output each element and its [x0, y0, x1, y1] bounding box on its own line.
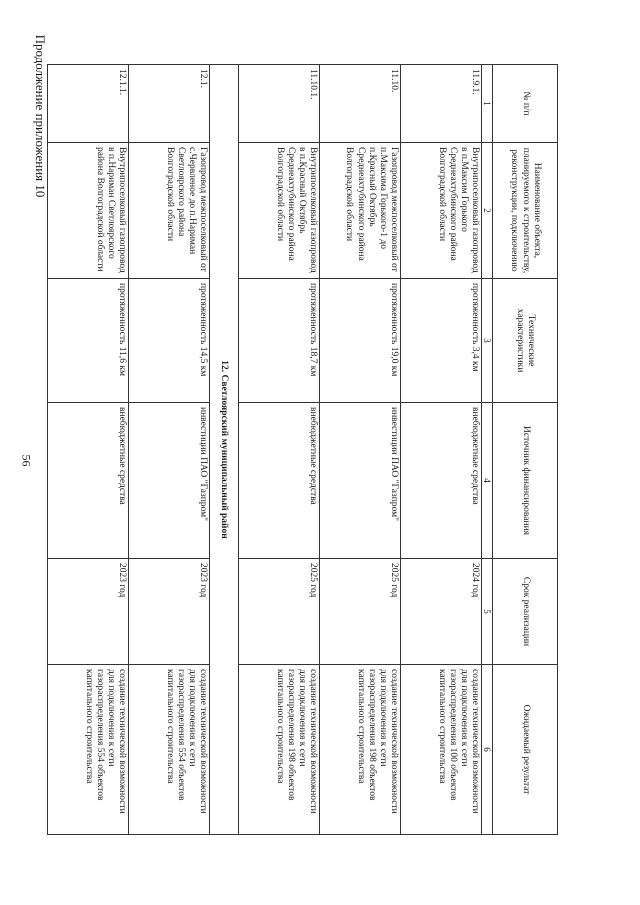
implementation-term: 2023 год: [128, 559, 209, 665]
implementation-term: 2024 год: [400, 559, 481, 665]
table-header-row: [493, 65, 558, 835]
row-number: 11.9.1.: [400, 65, 481, 143]
row-number: 11.10.: [319, 65, 400, 143]
column-header: Технические характеристики: [493, 279, 558, 403]
table-row: [319, 65, 400, 835]
column-number: 5: [481, 559, 492, 665]
rotated-table-area: [53, 64, 558, 834]
column-header: Срок реализации: [493, 559, 558, 665]
table-row: [238, 65, 319, 835]
funding-source: инвестиции ПАО "Газпром": [319, 403, 400, 559]
table-row: [400, 65, 481, 835]
expected-result: создание технической возможности для подключения к сети газораспределения 554 объектов капитального строительства: [128, 665, 209, 835]
column-number: 4: [481, 403, 492, 559]
funding-source: внебюджетные средства: [47, 403, 128, 559]
page-number: 56: [19, 454, 34, 467]
row-number: 11.10.1.: [238, 65, 319, 143]
funding-source: внебюджетные средства: [400, 403, 481, 559]
column-number: 3: [481, 279, 492, 403]
object-name: Внутрипоселковый газопровод в п.Красный Октябрь Среднеахтубинского района Волгоградской области: [238, 143, 319, 279]
column-header: Ожидаемый результат: [493, 665, 558, 835]
row-number: 12.1.: [128, 65, 209, 143]
technical-characteristics: протяженность 18,7 км: [238, 279, 319, 403]
column-header: Источник финансирования: [493, 403, 558, 559]
technical-characteristics: протяженность 14,5 км: [128, 279, 209, 403]
column-number: 1: [481, 65, 492, 143]
expected-result: создание технической возможности для подключения к сети газораспределения 554 объектов капитального строительства: [47, 665, 128, 835]
funding-source: инвестиции ПАО "Газпром": [128, 403, 209, 559]
table-row: [128, 65, 209, 835]
row-number: 12.1.1.: [47, 65, 128, 143]
technical-characteristics: протяженность 11,6 км: [47, 279, 128, 403]
section-row: [209, 65, 238, 835]
column-header: № п/п: [493, 65, 558, 143]
column-number: 2: [481, 143, 492, 279]
object-name: Газопровод межпоселковый от п.Максима Горького-1 до п.Красный Октябрь Среднеахтубинского района Волгоградской области: [319, 143, 400, 279]
section-title: 12. Светлоярский муниципальный район: [209, 65, 238, 835]
expected-result: создание технической возможности для подключения к сети газораспределения 198 объектов капитального строительства: [238, 665, 319, 835]
implementation-term: 2025 год: [319, 559, 400, 665]
object-name: Газопровод межпоселковый от с.Червленое до п.Нариман Светлоярского района Волгоградской области: [128, 143, 209, 279]
document-table: [47, 64, 558, 835]
expected-result: создание технической возможности для подключения к сети газораспределения 100 объектов капитального строительства: [400, 665, 481, 835]
object-name: Внутрипоселковый газопровод в п.Максим Горького Среднеахтубинского района Волгоградской области: [400, 143, 481, 279]
implementation-term: 2025 год: [238, 559, 319, 665]
table-row: [47, 65, 128, 835]
column-header: Наименование объекта, планируемого к строительству, реконструкции, подключению: [493, 143, 558, 279]
funding-source: внебюджетные средства: [238, 403, 319, 559]
technical-characteristics: протяженность 19,0 км: [319, 279, 400, 403]
column-number: 6: [481, 665, 492, 835]
expected-result: создание технической возможности для подключения к сети газораспределения 198 объектов капитального строительства: [319, 665, 400, 835]
implementation-term: 2023 год: [47, 559, 128, 665]
continuation-note: Продолжение приложения 10: [33, 34, 48, 198]
column-number-row: [481, 65, 492, 835]
technical-characteristics: протяженность 3,4 км: [400, 279, 481, 403]
object-name: Внутрипоселковый газопровод в п.Нариман Светлоярского района Волгоградской области: [47, 143, 128, 279]
